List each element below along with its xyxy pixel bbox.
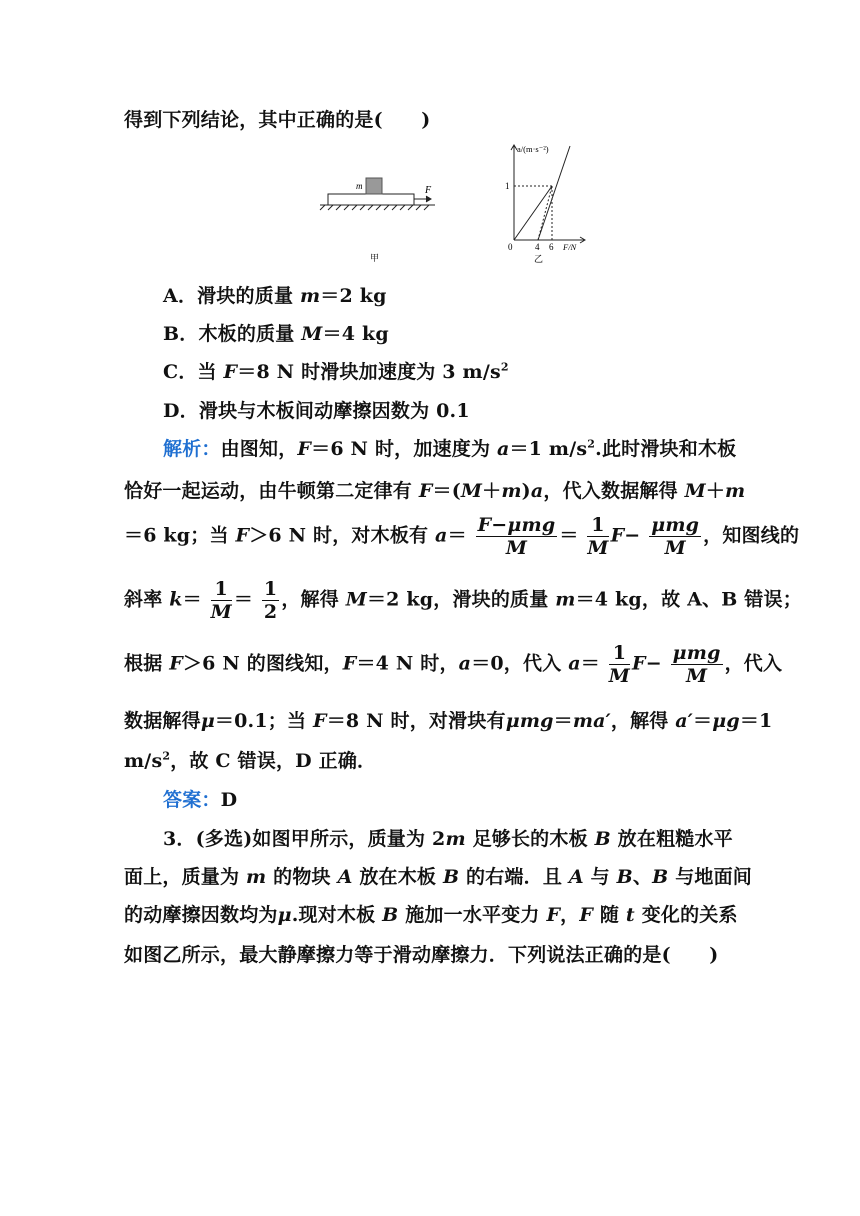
option-b: B．木板的质量 M＝4 kg (163, 323, 389, 345)
fraction: $\frac{1}{2}$ (263, 578, 278, 623)
q3-line-4: 如图乙所示，最大静摩擦力等于滑动摩擦力．下列说法正确的是( ) (124, 944, 719, 966)
analysis-line-3: ＝6 kg；当 F＞6 N 时，对木板有 a＝ $\frac{\text{F−μmg}}{M}$ ＝ $\frac{1}{M}$ F− $\frac{\text{μmg}}{M}$ ，知图线的 (124, 514, 800, 559)
fraction: $\frac{\text{μmg}}{M}$ (651, 514, 700, 559)
block-rect (366, 178, 382, 194)
option-d: D．滑块与木板间动摩擦因数为 0.1 (163, 400, 470, 422)
analysis-line-5: 根据 F＞6 N 的图线知，F＝4 N 时，a＝0，代入 a＝ $\frac{1}{M}$ F− $\frac{\text{μmg}}{M}$ ，代入 (124, 642, 783, 687)
answer-label: 答案： (163, 789, 221, 811)
analysis-line-7: $m/s^2$，故 C 错误，D 正确． (124, 749, 377, 772)
x-tick-6: 6 (549, 242, 554, 252)
fraction: $\frac{1}{M}$ (210, 578, 232, 623)
analysis-line-6: 数据解得μ＝0.1；当 F＝8 N 时，对滑块有μmg＝ma′，解得 a′＝μg＝1 (124, 710, 773, 732)
option-a: A．滑块的质量 m＝2 kg (163, 285, 387, 307)
analysis-line-4: 斜率 k＝ $\frac{1}{M}$ ＝ $\frac{1}{2}$ ，解得 M＝2 kg，滑块的质量 m＝4 kg，故 A、B 错误； (124, 578, 802, 623)
q3-line-2: 面上，质量为 m 的物块 A 放在木板 B 的右端．且 A 与 B、B 与地面间 (124, 866, 753, 888)
fraction: $\frac{1}{M}$ (608, 642, 631, 687)
fraction: $\frac{\text{F−μmg}}{M}$ (477, 514, 556, 559)
fraction: $\frac{\text{μmg}}{M}$ (672, 642, 721, 687)
graph-line-high (538, 146, 570, 240)
intro-line: 得到下列结论，其中正确的是( ) (124, 109, 431, 131)
force-label: F (425, 185, 432, 196)
q3-line-3: 的动摩擦因数均为μ.现对木板 B 施加一水平变力 F，F 随 t 变化的关系 (124, 904, 738, 926)
fraction: $\frac{1}{M}$ (587, 514, 609, 559)
y-tick-1: 1 (505, 181, 510, 191)
option-c: C．当 F＝8 N 时滑块加速度为 3 $m/s^2$ (163, 360, 509, 383)
block-label: m (356, 181, 363, 191)
q3-line-1: 3．(多选)如图甲所示，质量为 2m 足够长的木板 B 放在粗糙水平 (163, 828, 733, 850)
x-axis-label: F/N (563, 242, 577, 252)
y-axis-label: a/(m·s⁻²) (517, 144, 549, 154)
graph-line-low (514, 186, 552, 240)
figure-yi (500, 140, 600, 268)
x-tick-4: 4 (535, 242, 540, 252)
figure-jia-caption: 甲 (370, 253, 380, 263)
analysis-line-2: 恰好一起运动，由牛顿第二定律有 F＝(M＋m)a，代入数据解得 M＋m (124, 480, 746, 502)
analysis-line-1: 解析：由图知，F＝6 N 时，加速度为 a＝1 $m/s^2$.此时滑块和木板 (163, 437, 737, 460)
answer-line (163, 785, 237, 812)
analysis-label: 解析： (163, 438, 221, 460)
figure-jia (310, 165, 450, 265)
board-rect (328, 194, 414, 205)
figure-yi-caption: 乙 (534, 254, 544, 264)
answer-value: D (220, 789, 238, 811)
x-tick-0: 0 (508, 242, 513, 252)
